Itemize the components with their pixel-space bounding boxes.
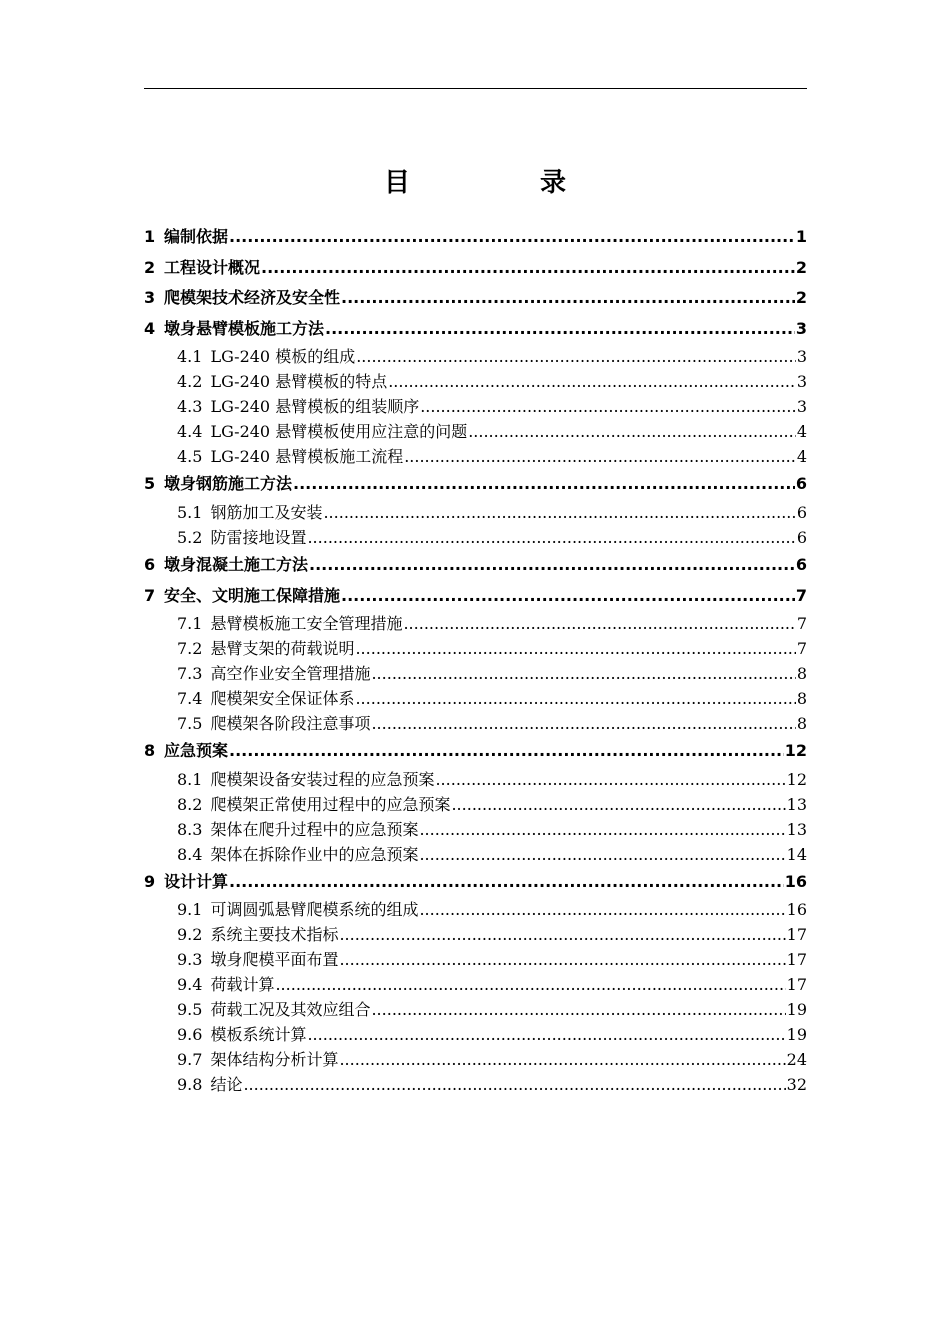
toc-entry-number: 4.3: [177, 397, 203, 417]
toc-entry-label: 墩身悬臂模板施工方法: [164, 318, 325, 338]
toc-section-entry[interactable]: [144, 792, 807, 817]
toc-entry-number: 9.6: [177, 1025, 203, 1045]
toc-entry-number: 5: [144, 474, 156, 494]
toc-dot-leader: [388, 369, 796, 394]
toc-section-entry[interactable]: [144, 711, 807, 736]
toc-entry-label: 工程设计概况: [164, 257, 261, 277]
toc-entry-number: 4.5: [177, 447, 203, 467]
toc-entry-number: 7.4: [177, 689, 203, 709]
toc-dot-leader: [371, 997, 785, 1022]
toc-entry-label: LG-240 悬臂模板使用应注意的问题: [210, 422, 468, 442]
toc-entry-page: 7: [796, 639, 807, 659]
toc-entry-label: 墩身钢筋施工方法: [164, 474, 293, 494]
toc-entry-number: 4: [144, 318, 156, 338]
toc-dot-leader: [403, 611, 795, 636]
toc-entry-label: 悬臂支架的荷载说明: [210, 639, 355, 659]
toc-section-entry[interactable]: [144, 636, 807, 661]
toc-entry-label: 爬模架设备安装过程的应急预案: [210, 769, 435, 789]
toc-chapter-entry[interactable]: [144, 550, 807, 581]
table-of-contents: [144, 222, 807, 1097]
toc-entry-label: 墩身爬模平面布置: [210, 950, 339, 970]
toc-dot-leader: [419, 897, 785, 922]
toc-section-entry[interactable]: [144, 842, 807, 867]
toc-section-entry[interactable]: [144, 500, 807, 525]
toc-dot-leader: [307, 525, 795, 550]
toc-section-entry[interactable]: [144, 1072, 807, 1097]
toc-entry-page: 4: [796, 422, 807, 442]
toc-section-entry[interactable]: [144, 1047, 807, 1072]
header-rule: [144, 88, 807, 89]
toc-section-entry[interactable]: [144, 661, 807, 686]
toc-section-entry[interactable]: [144, 444, 807, 469]
toc-section-entry[interactable]: [144, 997, 807, 1022]
toc-chapter-entry[interactable]: [144, 283, 807, 314]
toc-entry-page: 3: [796, 397, 807, 417]
toc-chapter-entry[interactable]: [144, 867, 807, 898]
toc-entry-number: 8.4: [177, 844, 203, 864]
toc-entry-number: 4.4: [177, 422, 203, 442]
toc-dot-leader: [339, 947, 785, 972]
toc-dot-leader: [293, 469, 795, 500]
toc-entry-number: 9.4: [177, 975, 203, 995]
toc-entry-label: 设计计算: [164, 871, 229, 891]
toc-entry-number: 7: [144, 585, 156, 605]
toc-entry-number: 5.1: [177, 502, 203, 522]
toc-section-entry[interactable]: [144, 686, 807, 711]
toc-entry-label: 爬模架各阶段注意事项: [210, 714, 371, 734]
toc-dot-leader: [307, 1022, 785, 1047]
toc-dot-leader: [468, 419, 796, 444]
toc-dot-leader: [229, 222, 795, 253]
toc-chapter-entry[interactable]: [144, 222, 807, 253]
toc-dot-leader: [419, 817, 785, 842]
toc-entry-number: 9.1: [177, 900, 203, 920]
toc-entry-label: 荷载计算: [210, 975, 275, 995]
toc-dot-leader: [229, 867, 784, 898]
toc-entry-number: 9.3: [177, 950, 203, 970]
toc-entry-page: 6: [795, 474, 807, 494]
toc-entry-number: 3: [144, 288, 156, 308]
toc-entry-page: 32: [786, 1075, 807, 1095]
toc-entry-label: LG-240 悬臂模板的特点: [210, 372, 388, 392]
toc-chapter-entry[interactable]: [144, 314, 807, 345]
toc-dot-leader: [341, 581, 795, 612]
toc-entry-page: 7: [796, 614, 807, 634]
toc-entry-page: 4: [796, 447, 807, 467]
toc-entry-page: 6: [796, 502, 807, 522]
toc-entry-page: 14: [786, 844, 807, 864]
toc-entry-page: 6: [796, 527, 807, 547]
toc-entry-page: 13: [786, 794, 807, 814]
toc-entry-page: 19: [786, 1000, 807, 1020]
toc-section-entry[interactable]: [144, 344, 807, 369]
toc-entry-label: 应急预案: [164, 741, 229, 761]
toc-entry-number: 9.8: [177, 1075, 203, 1095]
toc-entry-number: 7.2: [177, 639, 203, 659]
toc-section-entry[interactable]: [144, 394, 807, 419]
toc-entry-label: 架体在爬升过程中的应急预案: [210, 819, 419, 839]
toc-entry-label: 钢筋加工及安装: [210, 502, 323, 522]
toc-entry-label: 系统主要技术指标: [210, 925, 339, 945]
toc-entry-label: 编制依据: [164, 227, 229, 246]
toc-section-entry[interactable]: [144, 419, 807, 444]
toc-entry-number: 8: [144, 741, 156, 761]
toc-section-entry[interactable]: [144, 947, 807, 972]
toc-entry-number: 6: [144, 554, 156, 574]
toc-section-entry[interactable]: [144, 1022, 807, 1047]
toc-entry-label: 结论: [210, 1075, 243, 1095]
toc-entry-number: 9.7: [177, 1050, 203, 1070]
toc-entry-page: 3: [796, 372, 807, 392]
toc-dot-leader: [339, 1047, 785, 1072]
toc-entry-label: 高空作业安全管理措施: [210, 664, 371, 684]
toc-dot-leader: [275, 972, 785, 997]
toc-dot-leader: [309, 550, 795, 581]
toc-dot-leader: [339, 922, 785, 947]
toc-dot-leader: [451, 792, 785, 817]
toc-entry-page: 12: [786, 769, 807, 789]
toc-entry-page: 8: [796, 714, 807, 734]
toc-entry-number: 7.1: [177, 614, 203, 634]
toc-chapter-entry[interactable]: [144, 581, 807, 612]
toc-entry-label: LG-240 悬臂模板施工流程: [210, 447, 404, 467]
toc-section-entry[interactable]: [144, 369, 807, 394]
toc-dot-leader: [323, 500, 795, 525]
toc-entry-page: 8: [796, 689, 807, 709]
toc-dot-leader: [261, 253, 795, 284]
toc-entry-label: 墩身混凝土施工方法: [164, 554, 309, 574]
toc-dot-leader: [355, 686, 795, 711]
toc-dot-leader: [404, 444, 796, 469]
toc-entry-page: 16: [784, 871, 807, 891]
toc-entry-number: 4.1: [177, 347, 203, 367]
toc-entry-page: 12: [784, 741, 807, 761]
toc-entry-label: 爬模架技术经济及安全性: [164, 288, 341, 308]
toc-title: 目 录: [383, 168, 618, 198]
toc-dot-leader: [371, 661, 795, 686]
toc-entry-page: 17: [786, 975, 807, 995]
toc-entry-page: 2: [795, 257, 807, 277]
toc-chapter-entry[interactable]: [144, 469, 807, 500]
toc-entry-page: 2: [795, 288, 807, 308]
toc-entry-number: 5.2: [177, 527, 203, 547]
toc-entry-label: 悬臂模板施工安全管理措施: [210, 614, 403, 634]
toc-entry-page: 6: [795, 554, 807, 574]
toc-entry-page: 17: [786, 925, 807, 945]
toc-entry-page: 3: [796, 347, 807, 367]
toc-entry-page: 13: [786, 819, 807, 839]
toc-dot-leader: [325, 314, 795, 345]
toc-entry-label: 爬模架安全保证体系: [210, 689, 355, 709]
toc-dot-leader: [243, 1072, 785, 1097]
toc-dot-leader: [420, 394, 796, 419]
toc-entry-label: 防雷接地设置: [210, 527, 307, 547]
toc-entry-page: 8: [796, 664, 807, 684]
toc-section-entry[interactable]: [144, 817, 807, 842]
toc-entry-number: 1: [144, 227, 156, 246]
toc-section-entry[interactable]: [144, 972, 807, 997]
toc-dot-leader: [341, 283, 795, 314]
toc-entry-number: 7.5: [177, 714, 203, 734]
toc-entry-number: 8.3: [177, 819, 203, 839]
toc-entry-label: LG-240 模板的组成: [210, 347, 356, 367]
toc-dot-leader: [229, 736, 784, 767]
toc-entry-page: 16: [786, 900, 807, 920]
toc-entry-label: 爬模架正常使用过程中的应急预案: [210, 794, 451, 814]
toc-entry-page: 19: [786, 1025, 807, 1045]
toc-chapter-entry[interactable]: [144, 736, 807, 767]
toc-entry-number: 9: [144, 871, 156, 891]
toc-entry-number: 4.2: [177, 372, 203, 392]
toc-entry-page: 7: [795, 585, 807, 605]
toc-entry-number: 9.5: [177, 1000, 203, 1020]
toc-entry-label: 模板系统计算: [210, 1025, 307, 1045]
toc-dot-leader: [355, 636, 795, 661]
toc-chapter-entry[interactable]: [144, 253, 807, 284]
toc-entry-number: 2: [144, 257, 156, 277]
toc-entry-number: 8.1: [177, 769, 203, 789]
toc-entry-page: 1: [795, 227, 807, 246]
toc-entry-number: 9.2: [177, 925, 203, 945]
toc-entry-label: 架体结构分析计算: [210, 1050, 339, 1070]
toc-section-entry[interactable]: [144, 767, 807, 792]
toc-dot-leader: [356, 344, 796, 369]
toc-entry-page: 24: [786, 1050, 807, 1070]
toc-entry-label: 荷载工况及其效应组合: [210, 1000, 371, 1020]
toc-entry-label: 可调圆弧悬臂爬模系统的组成: [210, 900, 419, 920]
toc-section-entry[interactable]: [144, 611, 807, 636]
toc-entry-page: 17: [786, 950, 807, 970]
toc-dot-leader: [419, 842, 785, 867]
toc-entry-number: 7.3: [177, 664, 203, 684]
toc-dot-leader: [435, 767, 785, 792]
toc-entry-label: LG-240 悬臂模板的组装顺序: [210, 397, 420, 417]
toc-entry-label: 安全、文明施工保障措施: [164, 585, 341, 605]
toc-section-entry[interactable]: [144, 525, 807, 550]
toc-entry-number: 8.2: [177, 794, 203, 814]
toc-entry-page: 3: [795, 318, 807, 338]
toc-section-entry[interactable]: [144, 922, 807, 947]
toc-dot-leader: [371, 711, 795, 736]
toc-section-entry[interactable]: [144, 897, 807, 922]
toc-entry-label: 架体在拆除作业中的应急预案: [210, 844, 419, 864]
